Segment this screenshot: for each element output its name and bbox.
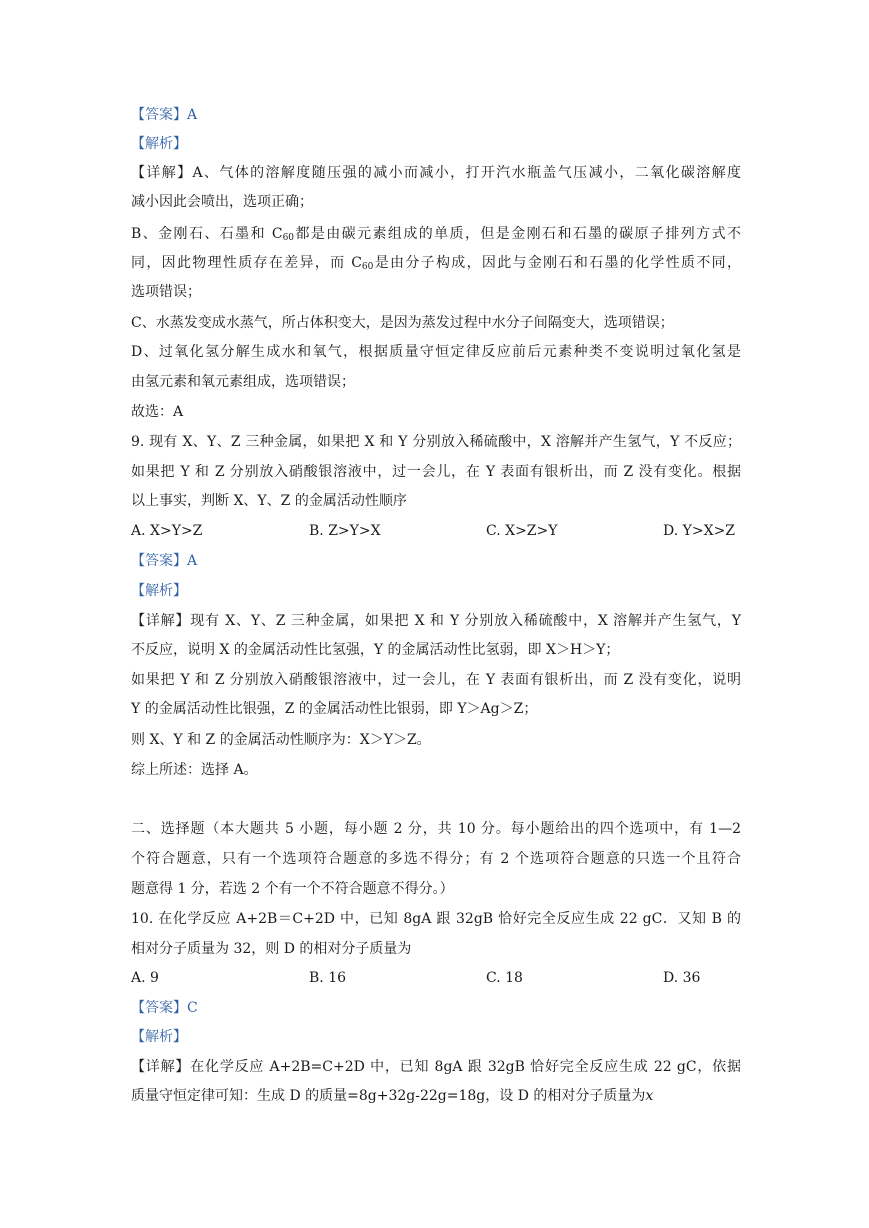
q8-conclusion: 故选：A xyxy=(131,404,184,420)
q10-analysis-heading: 【解析】 xyxy=(131,1029,187,1045)
q9-detail-line: 不反应，说明 X 的金属活动性比氢强，Y 的金属活动性比氢弱，即 X＞H＞Y； xyxy=(131,642,620,658)
q9-stem-line: 如果把 Y 和 Z 分别放入硝酸银溶液中，过一会儿，在 Y 表面有银析出，而 Z 没有变化。根据 xyxy=(131,464,741,480)
q10-option-c: C. 18 xyxy=(486,970,523,986)
q9-option-d: D. Y>X>Z xyxy=(663,523,736,539)
section-heading-line: 题意得 1 分，若选 2 个有一个不符合题意不得分。） xyxy=(131,881,454,897)
section-heading-line: 二、选择题（本大题共 5 小题，每小题 2 分，共 10 分。每小题给出的四个选项中，有 1—2 xyxy=(131,821,741,837)
q8-detail-line: D、过氧化氢分解生成水和氧气，根据质量守恒定律反应前后元素种类不变说明过氧化氢是 xyxy=(131,344,741,360)
q9-analysis-heading: 【解析】 xyxy=(131,583,187,599)
q10-answer: 【答案】C xyxy=(131,1000,198,1016)
q9-option-b: B. Z>Y>X xyxy=(309,523,381,539)
q10-option-a: A. 9 xyxy=(131,970,159,986)
q10-stem-line: 10. 在化学反应 A+2B＝C+2D 中，已知 8gA 跟 32gB 恰好完全反应生成 22 gC．又知 B 的 xyxy=(131,911,741,927)
q8-detail-line: 由氢元素和氧元素组成，选项错误； xyxy=(131,374,355,390)
q9-answer: 【答案】A xyxy=(131,553,198,569)
q8-detail-line: C、水蒸发变成水蒸气，所占体积变大，是因为蒸发过程中水分子间隔变大，选项错误； xyxy=(131,315,674,331)
q9-option-c: C. X>Z>Y xyxy=(486,523,558,539)
q9-detail-line: 【详解】现有 X、Y、Z 三种金属，如果把 X 和 Y 分别放入稀硫酸中，X 溶解并产生氢气，Y xyxy=(131,613,741,629)
q9-stem-line: 以上事实，判断 X、Y、Z 的金属活动性顺序 xyxy=(131,493,407,509)
q8-detail-text: 都是由碳元素组成的单质，但是金刚石和石墨的碳原子排列方式不 xyxy=(294,226,741,242)
variable-x: x xyxy=(645,1088,654,1104)
q10-detail-text: 质量守恒定律可知：生成 D 的质量=8g+32g-22g=18g，设 D 的相对分子质量为 xyxy=(131,1088,646,1104)
q8-detail-line-c60 xyxy=(131,225,741,247)
q8-detail-text: 是由分子构成，因此与金刚石和石墨的化学性质不同， xyxy=(373,255,741,271)
q8-detail-line: 减小因此会喷出，选项正确； xyxy=(131,194,313,210)
q10-detail-line: 【详解】在化学反应 A+2B=C+2D 中，已知 8gA 跟 32gB 恰好完全反应生成 22 gC，依据 xyxy=(131,1059,741,1075)
q10-option-b: B. 16 xyxy=(309,970,347,986)
q9-stem-line: 9. 现有 X、Y、Z 三种金属，如果把 X 和 Y 分别放入稀硫酸中，X 溶解并产生氢气，Y 不反应； xyxy=(131,434,741,450)
q9-detail-line: Y 的金属活动性比银强，Z 的金属活动性比银弱，即 Y＞Ag＞Z； xyxy=(131,701,538,717)
section-heading-line: 个符合题意，只有一个选项符合题意的多选不得分；有 2 个选项符合题意的只选一个且符合 xyxy=(131,851,741,867)
q9-option-a: A. X>Y>Z xyxy=(131,523,203,539)
q9-detail-line: 如果把 Y 和 Z 分别放入硝酸银溶液中，过一会儿，在 Y 表面有银析出，而 Z 没有变化，说明 xyxy=(131,672,741,688)
q8-detail-line: 【详解】A、气体的溶解度随压强的减小而减小，打开汽水瓶盖气压减小，二氧化碳溶解度 xyxy=(131,165,741,181)
q9-conclusion: 综上所述：选择 A。 xyxy=(131,762,258,778)
q8-detail-line-c60 xyxy=(131,254,741,276)
subscript-60: 60 xyxy=(282,233,295,243)
q8-answer: 【答案】A xyxy=(131,107,198,123)
q8-detail-text: B、金刚石、石墨和 C xyxy=(131,226,283,242)
q10-detail-line xyxy=(131,1087,741,1105)
q9-detail-line: 则 X、Y 和 Z 的金属活动性顺序为：X＞Y＞Z。 xyxy=(131,732,431,748)
q8-detail-text: 同，因此物理性质存在差异，而 C xyxy=(131,255,362,271)
subscript-60: 60 xyxy=(361,262,374,272)
q8-detail-line: 选项错误； xyxy=(131,284,201,300)
q10-stem-line: 相对分子质量为 32，则 D 的相对分子质量为 xyxy=(131,941,412,957)
q10-option-d: D. 36 xyxy=(663,970,701,986)
q8-analysis-heading: 【解析】 xyxy=(131,136,187,152)
